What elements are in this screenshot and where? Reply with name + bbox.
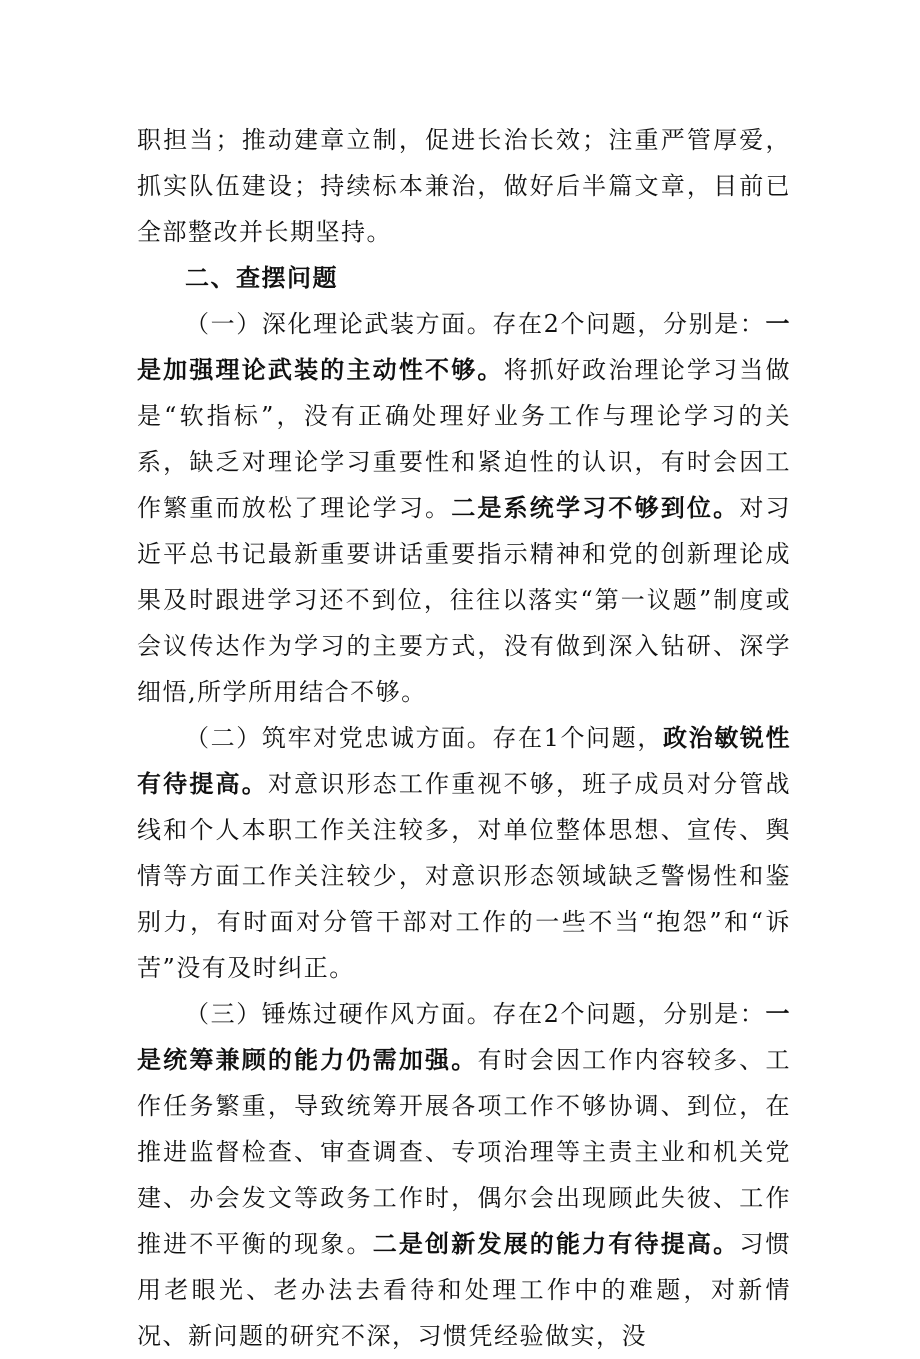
text-segment: 对意识形态工作重视不够，班子成员对分管战线和个人本职工作关注较多，对单位整体思想、宣传、舆情等方面工作关注较少，对意识形态领域缺乏警惕性和鉴别力，有时面对分管干部对工作的一些不当“抱怨”和“诉苦”没有及时纠正。: [137, 770, 791, 982]
paragraph-continuation: [137, 117, 791, 255]
bold-segment: 一是加强理论武装的主动性不够。: [137, 310, 791, 384]
text-segment: 职担当；推动建章立制，促进长治长效；注重严管厚爱，抓实队伍建设；持续标本兼治，做好后半篇文章，目前已全部整改并长期坚持。: [137, 126, 791, 246]
paragraph-loyalty: [137, 715, 791, 991]
text-segment: （一）深化理论武装方面。存在2个问题，分别是：: [185, 310, 766, 338]
bold-segment: 二是系统学习不够到位。: [451, 494, 740, 522]
bold-segment: 一是统筹兼顾的能力仍需加强。: [137, 1000, 791, 1074]
text-segment: 将抓好政治理论学习当做是“软指标”，没有正确处理好业务工作与理论学习的关系，缺乏对理论学习重要性和紧迫性的认识，有时会因工作繁重而放松了理论学习。: [137, 356, 791, 522]
section-heading: [137, 255, 791, 301]
text-segment: 习惯用老眼光、老办法去看待和处理工作中的难题，对新情况、新问题的研究不深，习惯凭经验做实，没: [137, 1230, 791, 1350]
heading-text: 二、查摆问题: [185, 264, 338, 292]
text-segment: 有时会因工作内容较多、工作任务繁重，导致统筹开展各项工作不够协调、到位，在推进监督检查、审查调查、专项治理等主责主业和机关党建、办会发文等政务工作时，偶尔会出现顾此失彼、工作推进不平衡的现象。: [137, 1046, 791, 1258]
bold-segment: 二是创新发展的能力有待提高。: [372, 1230, 740, 1258]
text-segment: （三）锤炼过硬作风方面。存在2个问题，分别是：: [185, 1000, 766, 1028]
paragraph-style: [137, 991, 791, 1359]
text-segment: （二）筑牢对党忠诚方面。存在1个问题，: [185, 724, 664, 752]
text-segment: 对习近平总书记最新重要讲话重要指示精神和党的创新理论成果及时跟进学习还不到位，往往以落实“第一议题”制度或会议传达作为学习的主要方式，没有做到深入钻研、深学细悟,所学所用结合不够。: [137, 494, 791, 706]
bold-segment: 政治敏锐性有待提高。: [137, 724, 791, 798]
document-body: [137, 117, 791, 1359]
paragraph-theory: [137, 301, 791, 715]
